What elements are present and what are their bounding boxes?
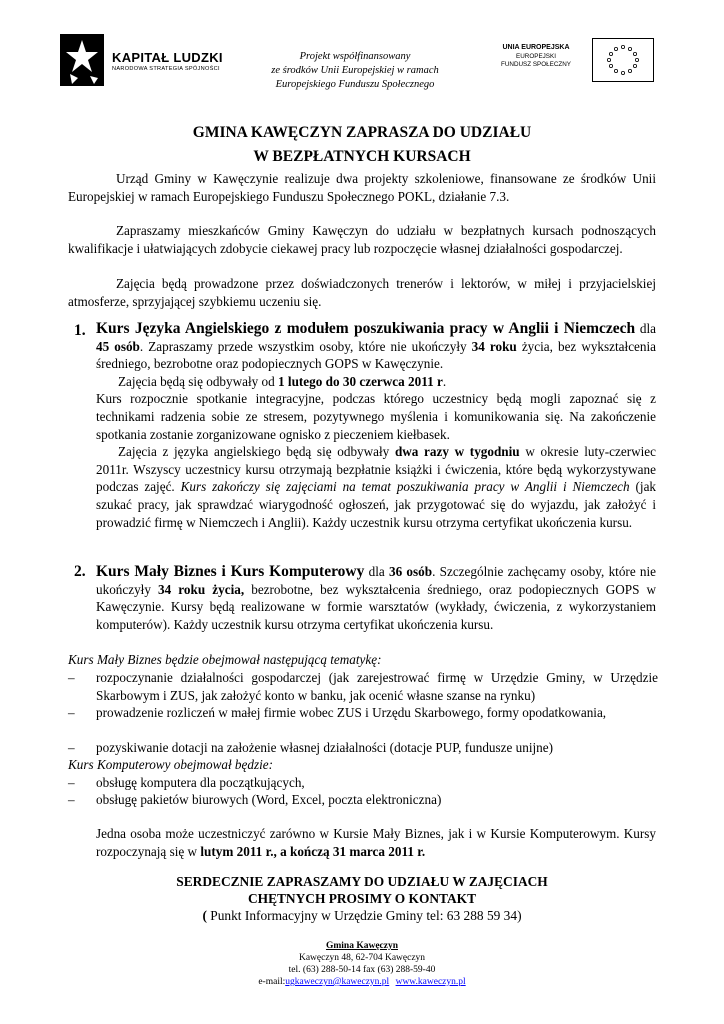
course-1-dates-suffix: .: [442, 373, 447, 389]
course-1-intro: [96, 320, 656, 373]
course-2-final: [96, 825, 656, 860]
eu-line-3: FUNDUSZ SPOŁECZNY: [501, 61, 571, 68]
dash-bullet: –: [68, 740, 75, 755]
biz-item-3: [68, 739, 658, 757]
kapital-ludzki-subtitle: NARODOWA STRATEGIA SPÓJNOŚCI: [112, 66, 220, 72]
course-1-end: (jak szukać pracy, jak sprawdzać wiarygodność ogłoszeń, jak przygotować się do wyjazdu, jak założyć i prowadzić firmę w Niemczech i Anglii). Każdy uczestnik kursu otrzyma certyfikat ukończenia kursu.: [96, 479, 657, 530]
course-1-frequency: dwa razy w tygodniu: [394, 444, 520, 460]
page-title-line-2: W BEZPŁATNYCH KURSACH: [253, 148, 471, 165]
course-1-start-paragraph: Kurs rozpocznie spotkanie integracyjne, podczas którego uczestnicy będą mogli zapoznać się z technikami radzenia sobie ze stresem, pozytywnego myślenia i komunikowania się. Na zakończenie spotkania zostanie zorganizowane ognisko z pieczeniem kiełbasek.: [96, 391, 656, 442]
course-2-number: 2.: [74, 563, 86, 580]
course-1-dates: 1 lutego do 30 czerwca 2011 r: [278, 373, 443, 389]
footer: [212, 940, 512, 988]
biz-item-2: [68, 704, 658, 722]
footer-phones: tel. (63) 288-50-14 fax (63) 288-59-40: [288, 965, 436, 975]
cofinancing-line-1: Projekt współfinansowany: [299, 51, 411, 62]
kapital-ludzki-emblem-icon: [60, 34, 104, 86]
dash-bullet: –: [68, 705, 75, 720]
footer-email-label: e-mail:: [258, 977, 286, 987]
closing-line-2: CHĘTNYCH PROSIMY O KONTAKT: [247, 891, 477, 906]
dash-bullet: –: [68, 670, 75, 685]
eu-line-1: UNIA EUROPEJSKA: [502, 44, 570, 51]
cofinancing-line-3: Europejskiego Funduszu Społecznego: [275, 79, 435, 90]
biz-item-1: [68, 669, 658, 704]
course-2-text-a: . Szczególnie zachęcamy osoby, które nie ukończyły: [96, 564, 657, 597]
closing-paren: (: [202, 908, 207, 923]
comp-heading: Kurs Komputerowy obejmował będzie:: [68, 757, 274, 772]
course-1-italic-note: Kurs zakończy się zajęciami na temat poszukiwania pracy w Anglii i Niemczech: [180, 479, 630, 495]
intro-paragraph-3: Zajęcia będą prowadzone przez doświadczonych trenerów i lektorów, w miłej i przyjacielskiej atmosferze, sprzyjającej szybkiemu uczeniu się.: [68, 276, 656, 309]
footer-name: Gmina Kawęczyn: [325, 941, 399, 951]
kapital-ludzki-logo: [60, 34, 240, 94]
eu-logo-text: [490, 44, 582, 70]
course-2-final-prefix: Jedna osoba może uczestniczyć zarówno w Kursie Mały Biznes, jak i w Kursie Komputerowym. Kursy rozpoczynają się w: [96, 826, 656, 859]
closing-line-3: [62, 907, 662, 924]
cofinancing-note: [252, 50, 458, 92]
course-1-age: 34 roku: [471, 338, 517, 354]
eu-line-2: EUROPEJSKI: [516, 52, 556, 60]
course-1-title: Kurs Języka Angielskiego z modułem poszukiwania pracy w Anglii i Niemczech: [96, 320, 636, 337]
course-1-dates-prefix: Zajęcia będą się odbywały od: [118, 373, 275, 389]
course-1-block: [96, 320, 656, 531]
closing-block: [62, 873, 662, 924]
closing-contact: Punkt Informacyjny w Urzędzie Gminy tel: 63 288 59 34): [210, 908, 522, 923]
kapital-ludzki-title: KAPITAŁ LUDZKI: [112, 50, 223, 65]
eu-flag-icon: [592, 38, 654, 82]
closing-line-1: SERDECZNIE ZAPRASZAMY DO UDZIAŁU W ZAJĘCIACH: [176, 874, 548, 889]
comp-item-1-text: obsługę komputera dla początkujących,: [96, 775, 305, 790]
footer-address: Kawęczyn 48, 62-704 Kawęczyn: [298, 953, 426, 963]
course-2-block: [96, 563, 656, 633]
course-2-title: Kurs Mały Biznes i Kurs Komputerowy: [96, 563, 365, 580]
course-1-dates-line: [96, 373, 656, 391]
course-2-age: 34 roku życia,: [158, 581, 245, 597]
course-1-english-paragraph: [96, 443, 656, 531]
comp-item-2-text: obsługę pakietów biurowych (Word, Excel, poczta elektroniczna): [96, 792, 442, 807]
course-1-number: 1.: [74, 322, 86, 339]
biz-heading: Kurs Mały Biznes będzie obejmował następującą tematykę:: [68, 652, 382, 667]
page-title-line-1: GMINA KAWĘCZYN ZAPRASZA DO UDZIAŁU: [192, 124, 532, 141]
biz-item-3-text: pozyskiwanie dotacji na założenie własnej działalności (dotacje PUP, fundusze unijne): [96, 740, 554, 755]
eu-logo: [488, 38, 658, 84]
footer-website-link[interactable]: www.kaweczyn.pl: [395, 977, 466, 987]
biz-item-1-text: rozpoczynanie działalności gospodarczej (jak zarejestrować firmę w Urzędzie Gminy, w Urzędzie Skarbowym i ZUS, jak założyć konto w banku, jak ocenić własne szanse na rynku): [96, 670, 658, 703]
biz-item-2-text: prowadzenie rozliczeń w małej firmie wobec ZUS i Urzędu Skarbowego, formy opodatkowania,: [96, 705, 607, 720]
footer-email-link[interactable]: ugkaweczyn@kaweczyn.pl: [285, 977, 390, 987]
comp-item-1: [68, 774, 658, 792]
dash-bullet: –: [68, 792, 75, 807]
course-1-participants: 45 osób: [96, 338, 140, 354]
intro-paragraph-2: Zapraszamy mieszkańców Gminy Kawęczyn do udziału w bezpłatnych kursach podnoszących kwalifikacje i ułatwiających zdobycie ciekawej pracy lub rozpoczęcie własnej działalności gospodarczej.: [68, 223, 656, 256]
intro-paragraph-1: Urząd Gminy w Kawęczynie realizuje dwa projekty szkoleniowe, finansowane ze środków Unii Europejskiej w ramach Europejskiego Funduszu Społecznego POKL, działanie 7.3.: [68, 171, 656, 204]
course-1-freq-prefix: Zajęcia z języka angielskiego będą się odbywały: [118, 444, 390, 460]
course-2-for: dla: [368, 564, 385, 579]
cofinancing-line-2: ze środków Unii Europejskiej w ramach: [271, 65, 439, 76]
course-1-text-b: życia, bez wykształcenia średniego, bezrobotne oraz podopiecznych GOPS w Kawęczynie.: [96, 338, 657, 372]
footer-contact-line: [212, 976, 512, 988]
course-1-for: dla: [639, 321, 656, 336]
course-1-text-a: . Zapraszamy przede wszystkim osoby, które nie ukończyły: [139, 338, 467, 354]
comp-item-2: [68, 791, 658, 809]
course-2-final-dates: lutym 2011 r., a kończą 31 marca 2011 r.: [200, 843, 426, 859]
dash-bullet: –: [68, 775, 75, 790]
course-2-text-b: bezrobotne, bez wykształcenia średniego, oraz podopiecznych GOPS w Kawęczynie. Kursy będą realizowane w formie warsztatów (wykłady, ćwiczenia, z wykorzystaniem komputerów). Każdy uczestnik kursu otrzyma certyfikat ukończenia kursu.: [96, 581, 657, 632]
course-1-freq-suffix: w okresie luty-czerwiec 2011r. Wszyscy uczestnicy kursu otrzymają bezpłatnie książki i ćwiczenia, które będą wykorzystywane podczas zajęć.: [96, 444, 657, 495]
course-2-participants: 36 osób: [389, 564, 433, 579]
